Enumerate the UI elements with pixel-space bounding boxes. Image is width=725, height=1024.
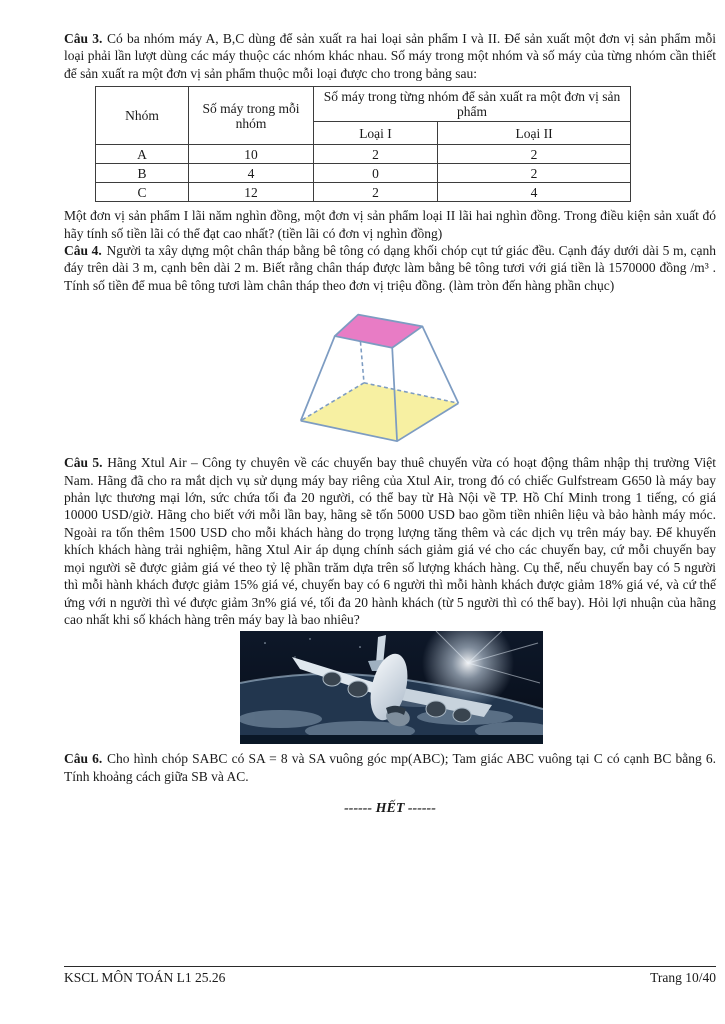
table-cell: 2 — [438, 164, 631, 183]
table-cell: 2 — [314, 145, 438, 164]
question-4-text: Người ta xây dựng một chân tháp bằng bê tông có dạng khối chóp cụt tứ giác đều. Cạnh đáy dưới dài 5 m, cạnh đáy trên dài 3 m, cạnh bên dài 2 m. Biết rằng chân tháp được làm bằng bê tông tươi với giá tiền là 1570000 đồng /m³ . Tính số tiền để mua bê tông tươi làm chân tháp theo đơn vị triệu đồng. (làm tròn đến hàng phần chục) — [64, 243, 717, 293]
footer-exam-code: KSCL MÔN TOÁN L1 25.26 — [64, 970, 226, 985]
airplane-illustration — [240, 631, 543, 744]
question-5-label: Câu 5. — [64, 455, 103, 471]
table-cell: 0 — [314, 164, 438, 183]
question-6-label: Câu 6. — [64, 751, 103, 767]
table-cell: 4 — [189, 164, 314, 183]
table-row — [96, 183, 631, 202]
table-header-machines-per-unit: Số máy trong từng nhóm để sản xuất ra một đơn vị sản phẩm — [314, 87, 631, 122]
question-3-paragraph — [64, 30, 716, 82]
page-content — [64, 30, 716, 817]
page-footer — [64, 966, 716, 986]
question-4-label: Câu 4. — [64, 243, 102, 259]
frustum-figure — [280, 302, 520, 448]
sea-band — [240, 735, 543, 744]
frustum-bottom-face — [301, 383, 459, 441]
table-cell: A — [96, 145, 189, 164]
footer-page-number: Trang 10/40 — [650, 970, 716, 985]
table-cell: 10 — [189, 145, 314, 164]
table-row — [96, 164, 631, 183]
table-cell: 2 — [438, 145, 631, 164]
table-cell: B — [96, 164, 189, 183]
table-cell: 4 — [438, 183, 631, 202]
question-3-text: Có ba nhóm máy A, B,C dùng để sản xuất ra hai loại sản phẩm I và II. Để sản xuất một đơn vị sản phẩm mỗi loại phải lần lượt dùng các máy thuộc các nhóm khác nhau. Số máy trong một nhóm và số máy của từng nhóm cần thiết để sản xuất ra một đơn vị sản phẩm thuộc mỗi loại được cho trong bảng sau: — [64, 31, 716, 81]
airplane-photo — [240, 631, 543, 744]
frustum-top-face — [335, 315, 423, 348]
question-6-paragraph — [64, 750, 716, 785]
question-6-text: Cho hình chóp SABC có SA = 8 và SA vuông góc mp(ABC); Tam giác ABC vuông tại C có cạnh BC bằng 6. Tính khoảng cách giữa SB và AC. — [64, 751, 716, 784]
table-header-group: Nhóm — [96, 87, 189, 145]
question-5-text: Hãng Xtul Air – Công ty chuyên về các chuyến bay thuê chuyến vừa có hoạt động thâm nhập thị trường Việt Nam. Hãng đã cho ra mắt dịch vụ sử dụng máy bay riêng của Xtul Air, trong đó có chiếc Gulfstream G650 là máy bay phản lực thương mại lớn, sức chứa tối đa 20 người, có thể bay từ Hà Nội về TP. Hồ Chí Minh trong 1 tiếng, có giá 10000 USD/giờ. Hãng cho biết với mỗi lần bay, hãng sẽ tốn 5000 USD bao gồm tiền nhiên liệu và bảo hành máy móc. Ngoài ra tốn thêm 1500 USD cho mỗi khách hàng do trọng lượng tăng thêm và các dịch vụ trên máy bay. Để khuyến khích khách hàng trải nghiệm, hãng Xtul Air áp dụng chính sách giảm giá vé cho các chuyến bay, cứ mỗi chuyến bay mọi người sẽ được giảm giá vé theo tỷ lệ phần trăm dựa trên số lượng khách hàng. Cụ thể, nếu chuyến bay có 5 người thì mỗi hành khách được giảm 15% giá vé, chuyến bay có 6 người thì mỗi hành khách được giảm 18% giá vé, và cứ thế ứng với n người thì vé được giảm 3n% giá vé, tối đa 20 hành khách (từ 5 người thì có thể bay). Hỏi lợi nhuận của hãng cao nhất khi số khách hàng trên máy bay là bao nhiêu? — [64, 455, 716, 627]
machine-groups-table — [95, 86, 631, 202]
question-3-label: Câu 3. — [64, 31, 103, 46]
table-cell: 2 — [314, 183, 438, 202]
table-row — [96, 145, 631, 164]
table-cell: 12 — [189, 183, 314, 202]
table-cell: C — [96, 183, 189, 202]
end-of-exam-marker: ------ HẾT ------ — [344, 801, 436, 817]
question-4-paragraph — [64, 242, 716, 294]
question-5-paragraph — [64, 454, 716, 628]
table-subheader-type-1: Loại I — [314, 122, 438, 145]
table-subheader-type-2: Loại II — [438, 122, 631, 145]
frustum-drawing — [280, 302, 520, 448]
question-3-outro: Một đơn vị sản phẩm I lãi năm nghìn đồng, một đơn vị sản phẩm loại II lãi hai nghìn đồng. Trong điều kiện sản xuất đó hãy tính số tiền lãi có thể đạt cao nhất? (tiền lãi có đơn vị nghìn đồng) — [64, 208, 716, 241]
table-header-machines-per-group: Số máy trong mỗi nhóm — [189, 87, 314, 145]
